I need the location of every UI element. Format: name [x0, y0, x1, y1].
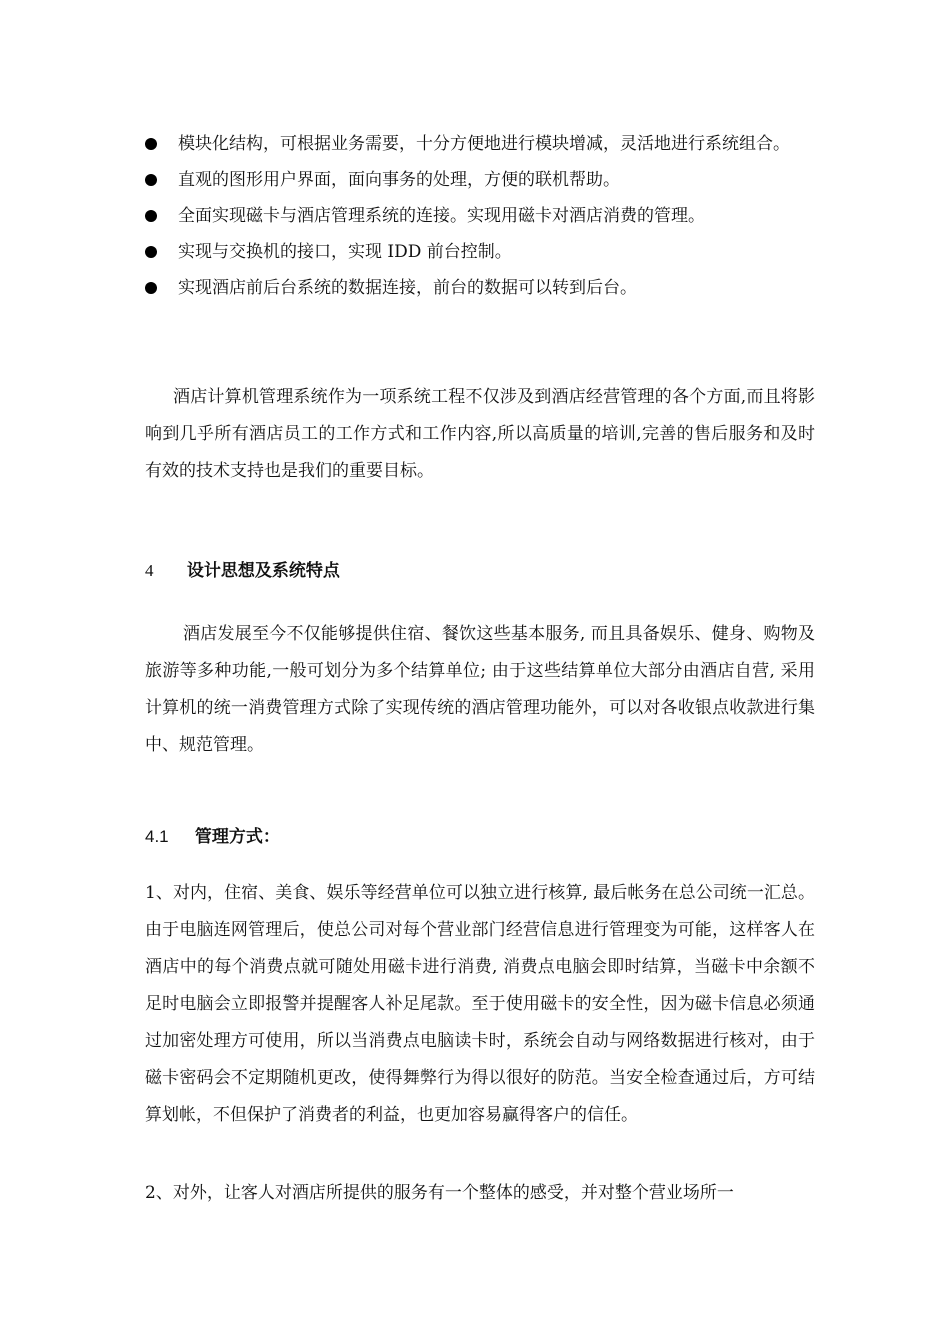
internal-management-paragraph: 1、对内，住宿、美食、娱乐等经营单位可以独立进行核算, 最后帐务在总公司统一汇总。由于电脑连网管理后，使总公司对每个营业部门经营信息进行管理变为可能，这样客人在酒店中的每个消费点就可随处用磁卡进行消费, 消费点电脑会即时结算，当磁卡中余额不足时电脑会立即报警并提醒客人补足尾款。至于使用磁卡的安全性，因为磁卡信息必须通过加密处理方可使用，所以当消费点电脑读卡时，系统会自动与网络数据进行核对，由于磁卡密码会不定期随机更改，使得舞弊行为得以很好的防范。当安全检查通过后，方可结算划帐，不但保护了消费者的利益，也更加容易赢得客户的信任。 [145, 883, 815, 1125]
bullet-item [145, 234, 815, 270]
bullet-dot-icon [145, 246, 157, 258]
bullet-dot-icon [145, 174, 157, 186]
bullet-dot-icon [145, 210, 157, 222]
section-heading-4-1 [145, 822, 280, 852]
bullet-text: 模块化结构，可根据业务需要，十分方便地进行模块增减，灵活地进行系统组合。 [178, 134, 790, 154]
section-number: 4.1 [145, 827, 169, 846]
section-title: 设计思想及系统特点 [186, 561, 340, 581]
bullet-dot-icon [145, 138, 157, 150]
bullet-text: 全面实现磁卡与酒店管理系统的连接。实现用磁卡对酒店消费的管理。 [178, 206, 705, 226]
bullet-text: 实现与交换机的接口，实现 IDD 前台控制。 [178, 242, 512, 262]
bullet-text: 直观的图形用户界面，面向事务的处理，方便的联机帮助。 [178, 170, 620, 190]
section-heading-4 [145, 556, 340, 586]
bullet-dot-icon [145, 282, 157, 294]
section-number: 4 [145, 561, 154, 580]
bullet-item [145, 270, 815, 306]
external-management-paragraph: 2、对外，让客人对酒店所提供的服务有一个整体的感受，并对整个营业场所一 [145, 1183, 734, 1203]
intro-paragraph: 酒店计算机管理系统作为一项系统工程不仅涉及到酒店经营管理的各个方面,而且将影响到几乎所有酒店员工的工作方式和工作内容,所以高质量的培训,完善的售后服务和及时有效的技术支持也是我们的重要目标。 [145, 387, 815, 481]
bullet-item [145, 198, 815, 234]
bullet-item [145, 126, 815, 162]
bullet-item [145, 162, 815, 198]
section-title: 管理方式： [194, 827, 280, 847]
feature-bullet-list [145, 126, 815, 306]
design-paragraph: 酒店发展至今不仅能够提供住宿、餐饮这些基本服务, 而且具备娱乐、健身、购物及旅游等多种功能,一般可划分为多个结算单位; 由于这些结算单位大部分由酒店自营, 采用计算机的统一消费管理方式除了实现传统的酒店管理功能外，可以对各收银点收款进行集中、规范管理。 [145, 624, 815, 755]
bullet-text: 实现酒店前后台系统的数据连接，前台的数据可以转到后台。 [178, 278, 637, 298]
